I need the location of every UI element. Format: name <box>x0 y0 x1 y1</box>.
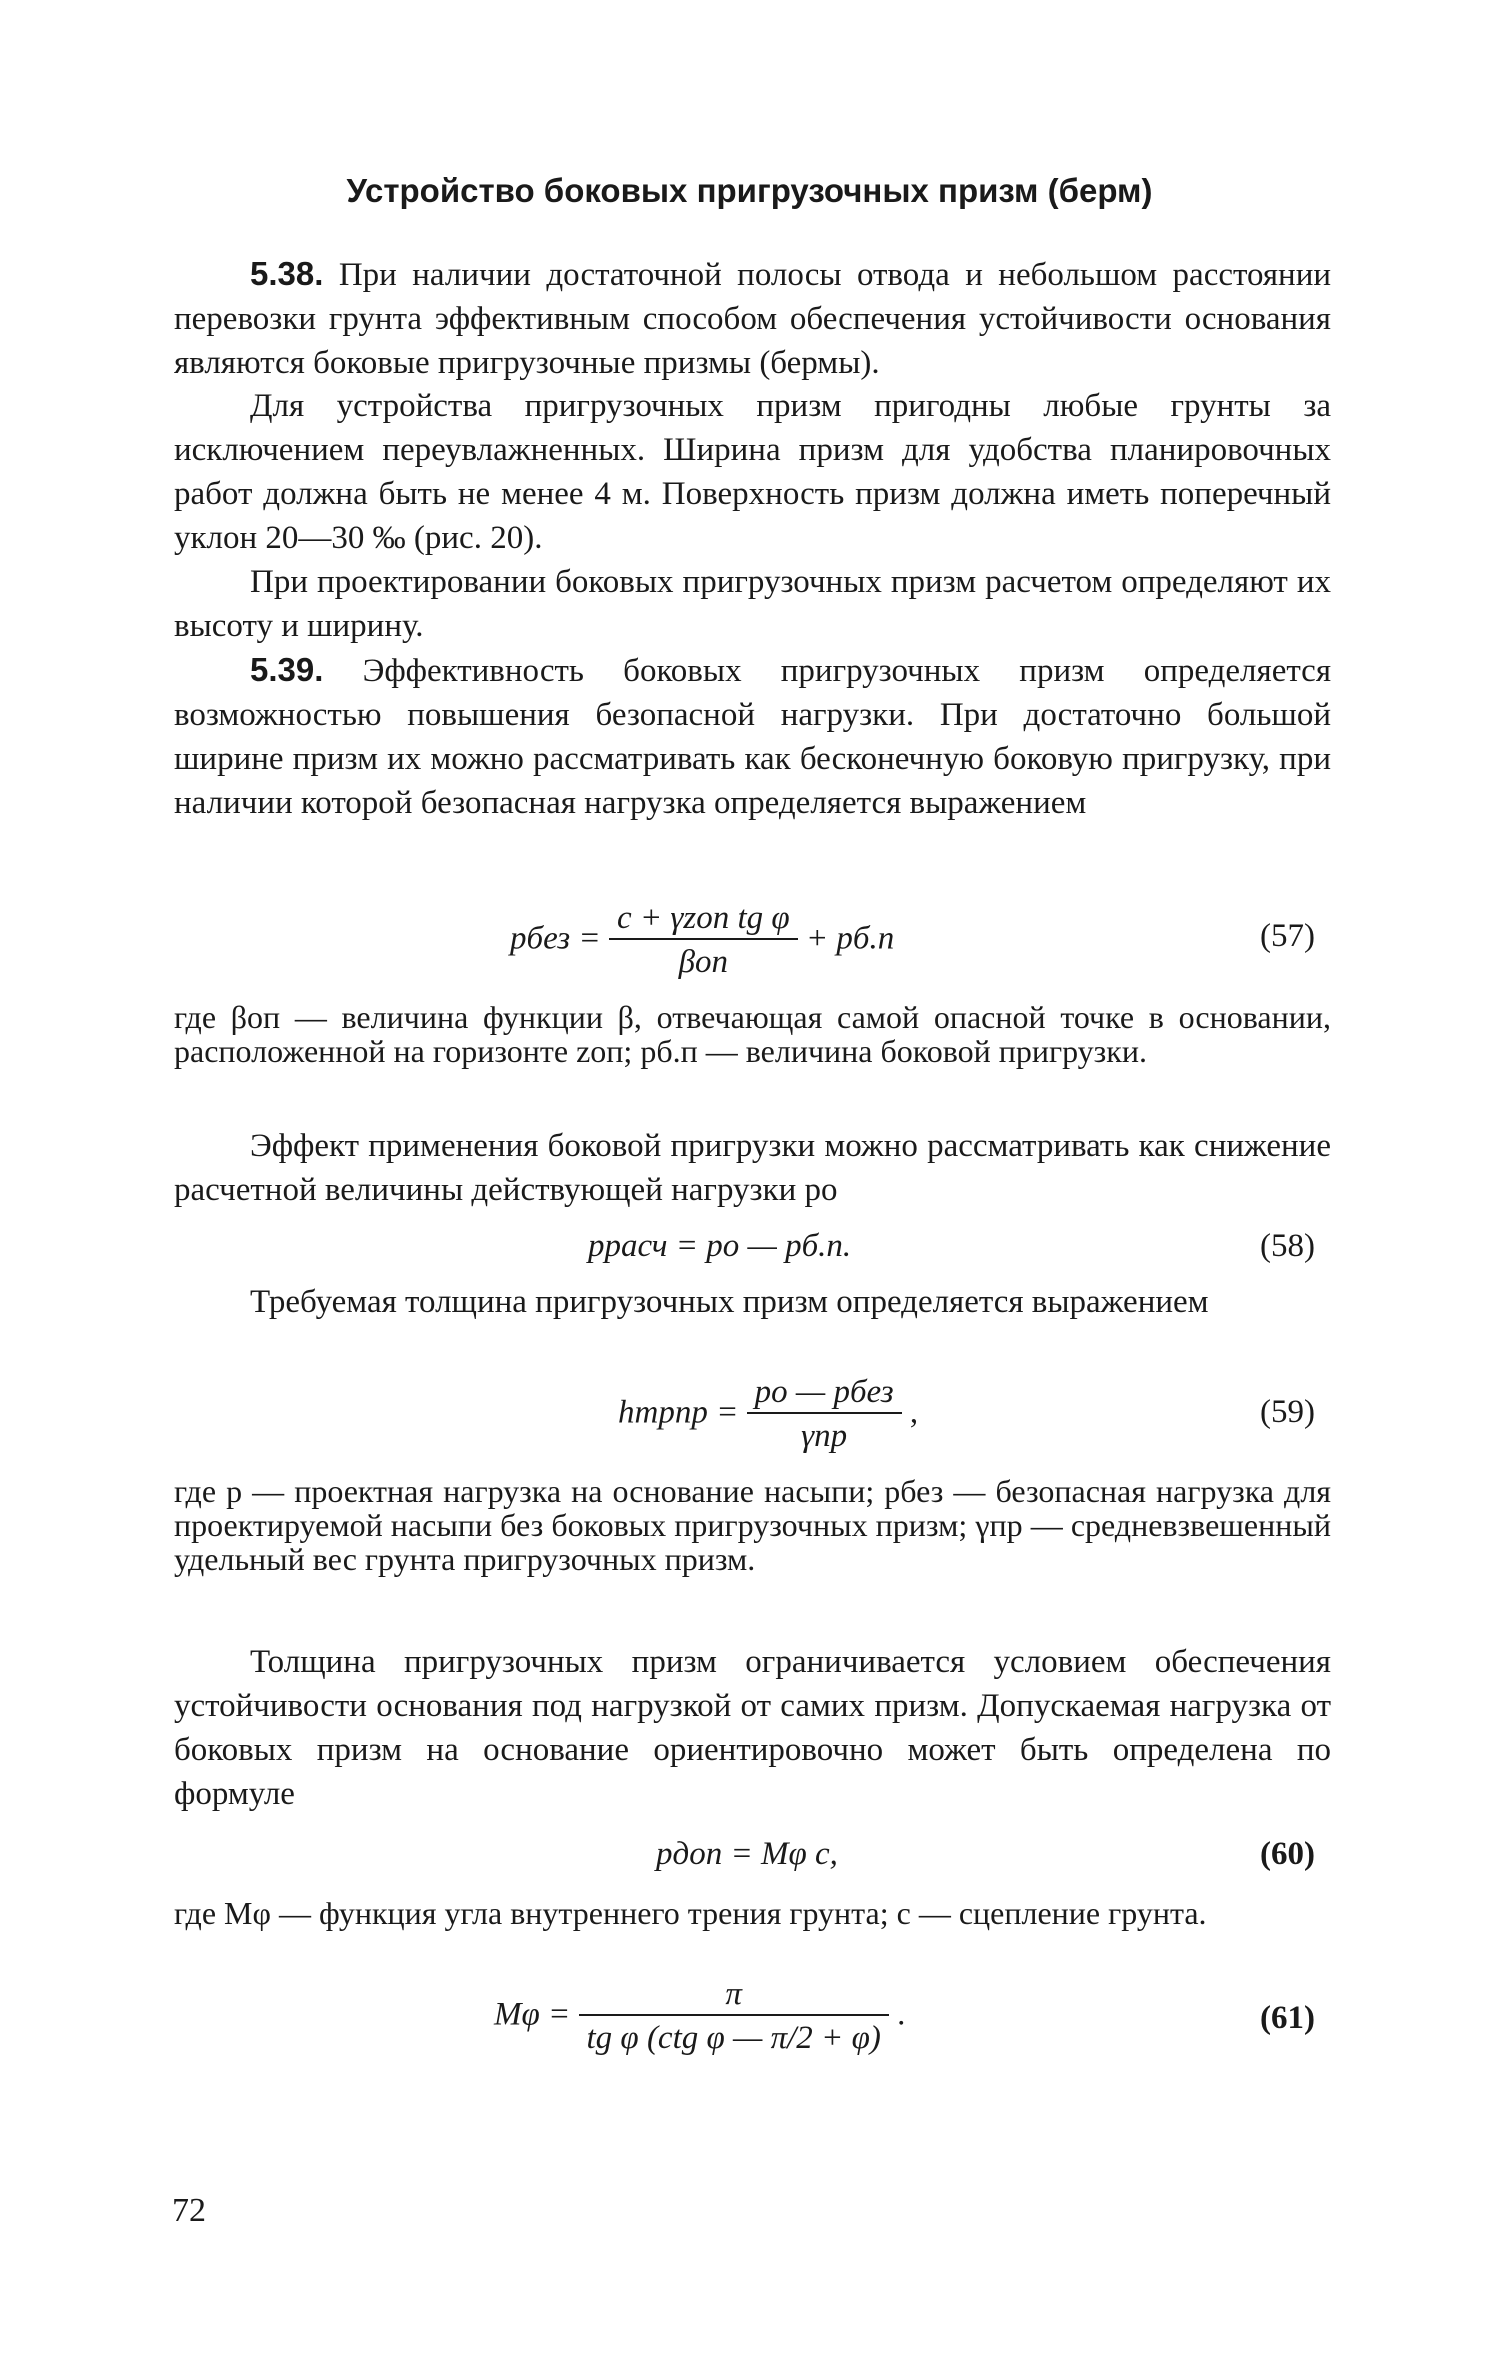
section-number: 5.38. <box>250 255 324 292</box>
eq61-rhs: . <box>897 1996 906 2033</box>
eq59-rhs: , <box>909 1394 919 1431</box>
equation-60-number: (60) <box>1260 1836 1315 1872</box>
equation-57 <box>510 898 894 984</box>
where-57: где βоп — величина функции β, отвечающая самой опасной точке в основании, расположенной на горизонте zоп; pб.п — величина боковой пригрузки. <box>174 999 1331 1069</box>
eq57-lhs: pбез = <box>510 920 601 957</box>
paragraph-5-38 <box>174 252 1331 385</box>
equation-61-number: (61) <box>1260 2000 1315 2036</box>
paragraph-required: Требуемая толщина пригрузочных призм определяется выражением <box>250 1284 1209 1320</box>
paragraph-effect: Эффект применения боковой пригрузки можно рассматривать как снижение расчетной величины действующей нагрузки pо <box>174 1128 1331 1208</box>
equation-58-number: (58) <box>1260 1228 1315 1264</box>
where-59: где p — проектная нагрузка на основание насыпи; pбез — безопасная нагрузка для проектируемой насыпи без боковых пригрузочных призм; γпр — средневзвешенный удельный вес грунта пригрузочных призм. <box>174 1473 1331 1577</box>
eq57-denominator: βоп <box>678 944 729 980</box>
eq57-rhs: + pб.п <box>805 920 895 957</box>
eq59-fraction <box>747 1372 902 1458</box>
equation-61 <box>494 1974 905 2060</box>
paragraph-text: При наличии достаточной полосы отвода и небольшом расстоянии перевозки грунта эффективным способом обеспечения устойчивости основания являются боковые пригрузочные призмы (бермы). <box>174 257 1332 381</box>
paragraph-design: При проектировании боковых пригрузочных призм расчетом определяют их высоту и ширину. <box>174 564 1331 644</box>
eq61-numerator: π <box>579 1974 889 2016</box>
eq61-denominator: tg φ (ctg φ — π/2 + φ) <box>586 2020 881 2056</box>
eq57-fraction <box>609 898 798 984</box>
where-60: где Mφ — функция угла внутреннего трения грунта; c — сцепление грунта. <box>174 1895 1207 1931</box>
eq59-lhs: hтрпр = <box>618 1394 739 1431</box>
eq57-numerator: c + γzоп tg φ <box>609 898 798 940</box>
equation-58: pрасч = pо — pб.п. <box>588 1228 852 1264</box>
eq59-numerator: pо — pбез <box>747 1372 902 1414</box>
eq61-lhs: Mφ = <box>494 1996 571 2033</box>
equation-57-number: (57) <box>1260 918 1315 954</box>
equation-60: pдоп = Mφ c, <box>656 1836 838 1872</box>
section-number: 5.39. <box>250 651 324 688</box>
paragraph-limit: Толщина пригрузочных призм ограничивается условием обеспечения устойчивости основания под нагрузкой от самих призм. Допускаемая нагрузка от боковых призм на основание ориентировочно может быть определена по формуле <box>174 1644 1331 1812</box>
page-number: 72 <box>172 2192 206 2229</box>
paragraph-text: Эффективность боковых пригрузочных призм определяется возможностью повышения безопасной нагрузки. При достаточно большой ширине призм их можно рассматривать как бесконечную боковую пригрузку, при наличии которой безопасная нагрузка определяется выражением <box>174 653 1331 821</box>
paragraph-5-39 <box>174 648 1331 825</box>
eq59-denominator: γпр <box>801 1418 848 1454</box>
eq61-fraction <box>579 1974 889 2060</box>
equation-59 <box>618 1372 918 1458</box>
section-heading: Устройство боковых пригрузочных призм (берм) <box>346 172 1153 209</box>
equation-59-number: (59) <box>1260 1394 1315 1430</box>
paragraph-soils: Для устройства пригрузочных призм пригодны любые грунты за исключением переувлажненных. Ширина призм для удобства планировочных работ должна быть не менее 4 м. Поверхность призм должна иметь поперечный уклон 20—30 ‰ (рис. 20). <box>174 388 1331 556</box>
